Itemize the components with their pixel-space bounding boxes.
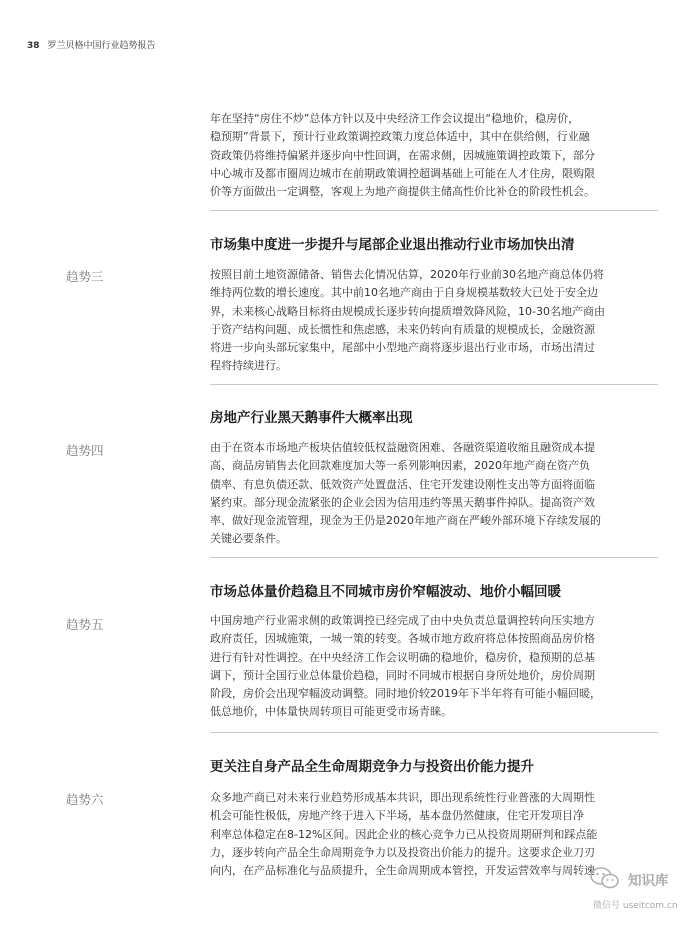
- trend-label-5: 趋势五: [66, 617, 104, 632]
- intro-paragraph: [210, 110, 660, 201]
- text-line: 界，未来核心战略目标将由规模成长逐步转向提质增效降风险，10-30名地产商由: [210, 304, 605, 318]
- watermark-name: 知识库: [628, 873, 669, 889]
- watermark: [590, 866, 690, 926]
- text-line: 机会可能性极低，房地产终于进入下半场，基本盘仍然健康，住宅开发项目净: [210, 809, 584, 823]
- section-divider: [210, 557, 658, 558]
- text-line: 债率、有息负债还款、低效资产处置盘活、住宅开发建设刚性支出等方面将面临: [210, 477, 595, 491]
- page-header: [27, 38, 156, 51]
- text-line: 由于在资本市场地产板块估值较低权益融资困难、各融资渠道收缩且融资成本提: [210, 441, 595, 454]
- text-line: 于资产结构问题、成长惯性和焦虑感，未来仍转向有质量的规模成长，金融资源: [210, 322, 595, 336]
- text-line: 程将持续进行。: [210, 359, 287, 373]
- text-line: 年在坚持“房住不炒”总体方针以及中央经济工作会议提出“稳地价，稳房价，: [210, 112, 580, 125]
- wechat-logo-icon: [590, 866, 620, 890]
- text-line: 高、商品房销售去化回款难度加大等一系列影响因素，2020年地产商在资产负: [210, 459, 590, 473]
- text-line: 阶段，房价会出现窄幅波动调整。同时地价较2019年下半年将有可能小幅回暖，: [210, 687, 601, 701]
- section-divider: [210, 210, 658, 211]
- section-heading-trend-5: 市场总体量价趋稳且不同城市房价窄幅波动、地价小幅回暖: [210, 584, 561, 600]
- text-line: 进行有针对性调控。在中央经济工作会议明确的稳地价，稳房价，稳预期的总基: [210, 650, 595, 664]
- text-line: 利率总体稳定在8-12%区间。因此企业的核心竞争力已从投资周期研判和踩点能: [210, 827, 598, 841]
- text-line: 资政策仍将维持偏紧并逐步向中性回调，在需求侧，因城施策调控政策下，部分: [210, 148, 595, 162]
- text-line: 将进一步向头部玩家集中，尾部中小型地产商将逐步退出行业市场，市场出清过: [210, 341, 595, 355]
- trend-label-6: 趋势六: [66, 792, 104, 807]
- text-line: 紧约束。部分现金流紧张的企业会因为信用违约等黑天鹅事件掉队。提高资产效: [210, 495, 595, 509]
- text-line: 稳预期”背景下，预计行业政策调控政策力度总体适中，其中在供给侧，行业融: [210, 130, 590, 144]
- section-divider: [210, 732, 658, 733]
- section-heading-trend-6: 更关注自身产品全生命周期竞争力与投资出价能力提升: [210, 759, 534, 775]
- text-line: 众多地产商已对未来行业趋势形成基本共识，即出现系统性行业普涨的大周期性: [210, 791, 595, 804]
- text-line: 价等方面做出一定调整，客观上为地产商提供主储高性价比补仓的阶段性机会。: [210, 185, 595, 199]
- text-line: 调下，预计全国行业总体量价趋稳，同时不同城市根据自身所处地价，房价周期: [210, 668, 595, 682]
- text-line: 率、做好现金流管理，现金为王仍是2020年地产商在严峻外部环境下存续发展的: [210, 514, 601, 528]
- text-line: 政府责任，因城施策，一城一策的转变。各城市地方政府将总体按照商品房价格: [210, 632, 595, 646]
- page-number: 38: [27, 41, 40, 51]
- trend-label-4: 趋势四: [66, 443, 104, 458]
- text-line: 中国房地产行业需求侧的政策调控已经完成了由中央负责总量调控转向压实地方: [210, 614, 595, 627]
- text-line: 向内，在产品标准化与品质提升，全生命周期成本管控，开发运营效率与周转速: [210, 864, 595, 878]
- report-title: 罗兰贝格中国行业趋势报告: [47, 41, 156, 51]
- trend-5-paragraph: [210, 612, 660, 722]
- trend-4-paragraph: [210, 439, 660, 549]
- text-line: 力，逐步转向产品全生命周期竞争力以及投资出价能力的提升。这要求企业刀刃: [210, 845, 595, 859]
- section-heading-trend-3: 市场集中度进一步提升与尾部企业退出推动行业市场加快出清: [210, 237, 575, 253]
- text-line: 低总地价，中体量快周转项目可能更受市场青睐。: [210, 705, 452, 719]
- text-line: 按照目前土地资源储备、销售去化情况估算，2020年行业前30名地产商总体仍将: [210, 268, 604, 281]
- trend-3-paragraph: [210, 266, 660, 376]
- section-divider: [210, 384, 658, 385]
- text-line: 中心城市及都市圈周边城市在前期政策调控超调基础上可能在人才住房，限购限: [210, 166, 595, 180]
- text-line: 维持两位数的增长速度。其中前10名地产商由于自身规模基数较大已处于安全边: [210, 286, 598, 300]
- section-heading-trend-4: 房地产行业黑天鹅事件大概率出现: [210, 410, 413, 426]
- watermark-sub: 微信号 useitcom.cn: [593, 901, 678, 911]
- trend-label-3: 趋势三: [66, 269, 104, 284]
- text-line: 关键必要条件。: [210, 532, 287, 546]
